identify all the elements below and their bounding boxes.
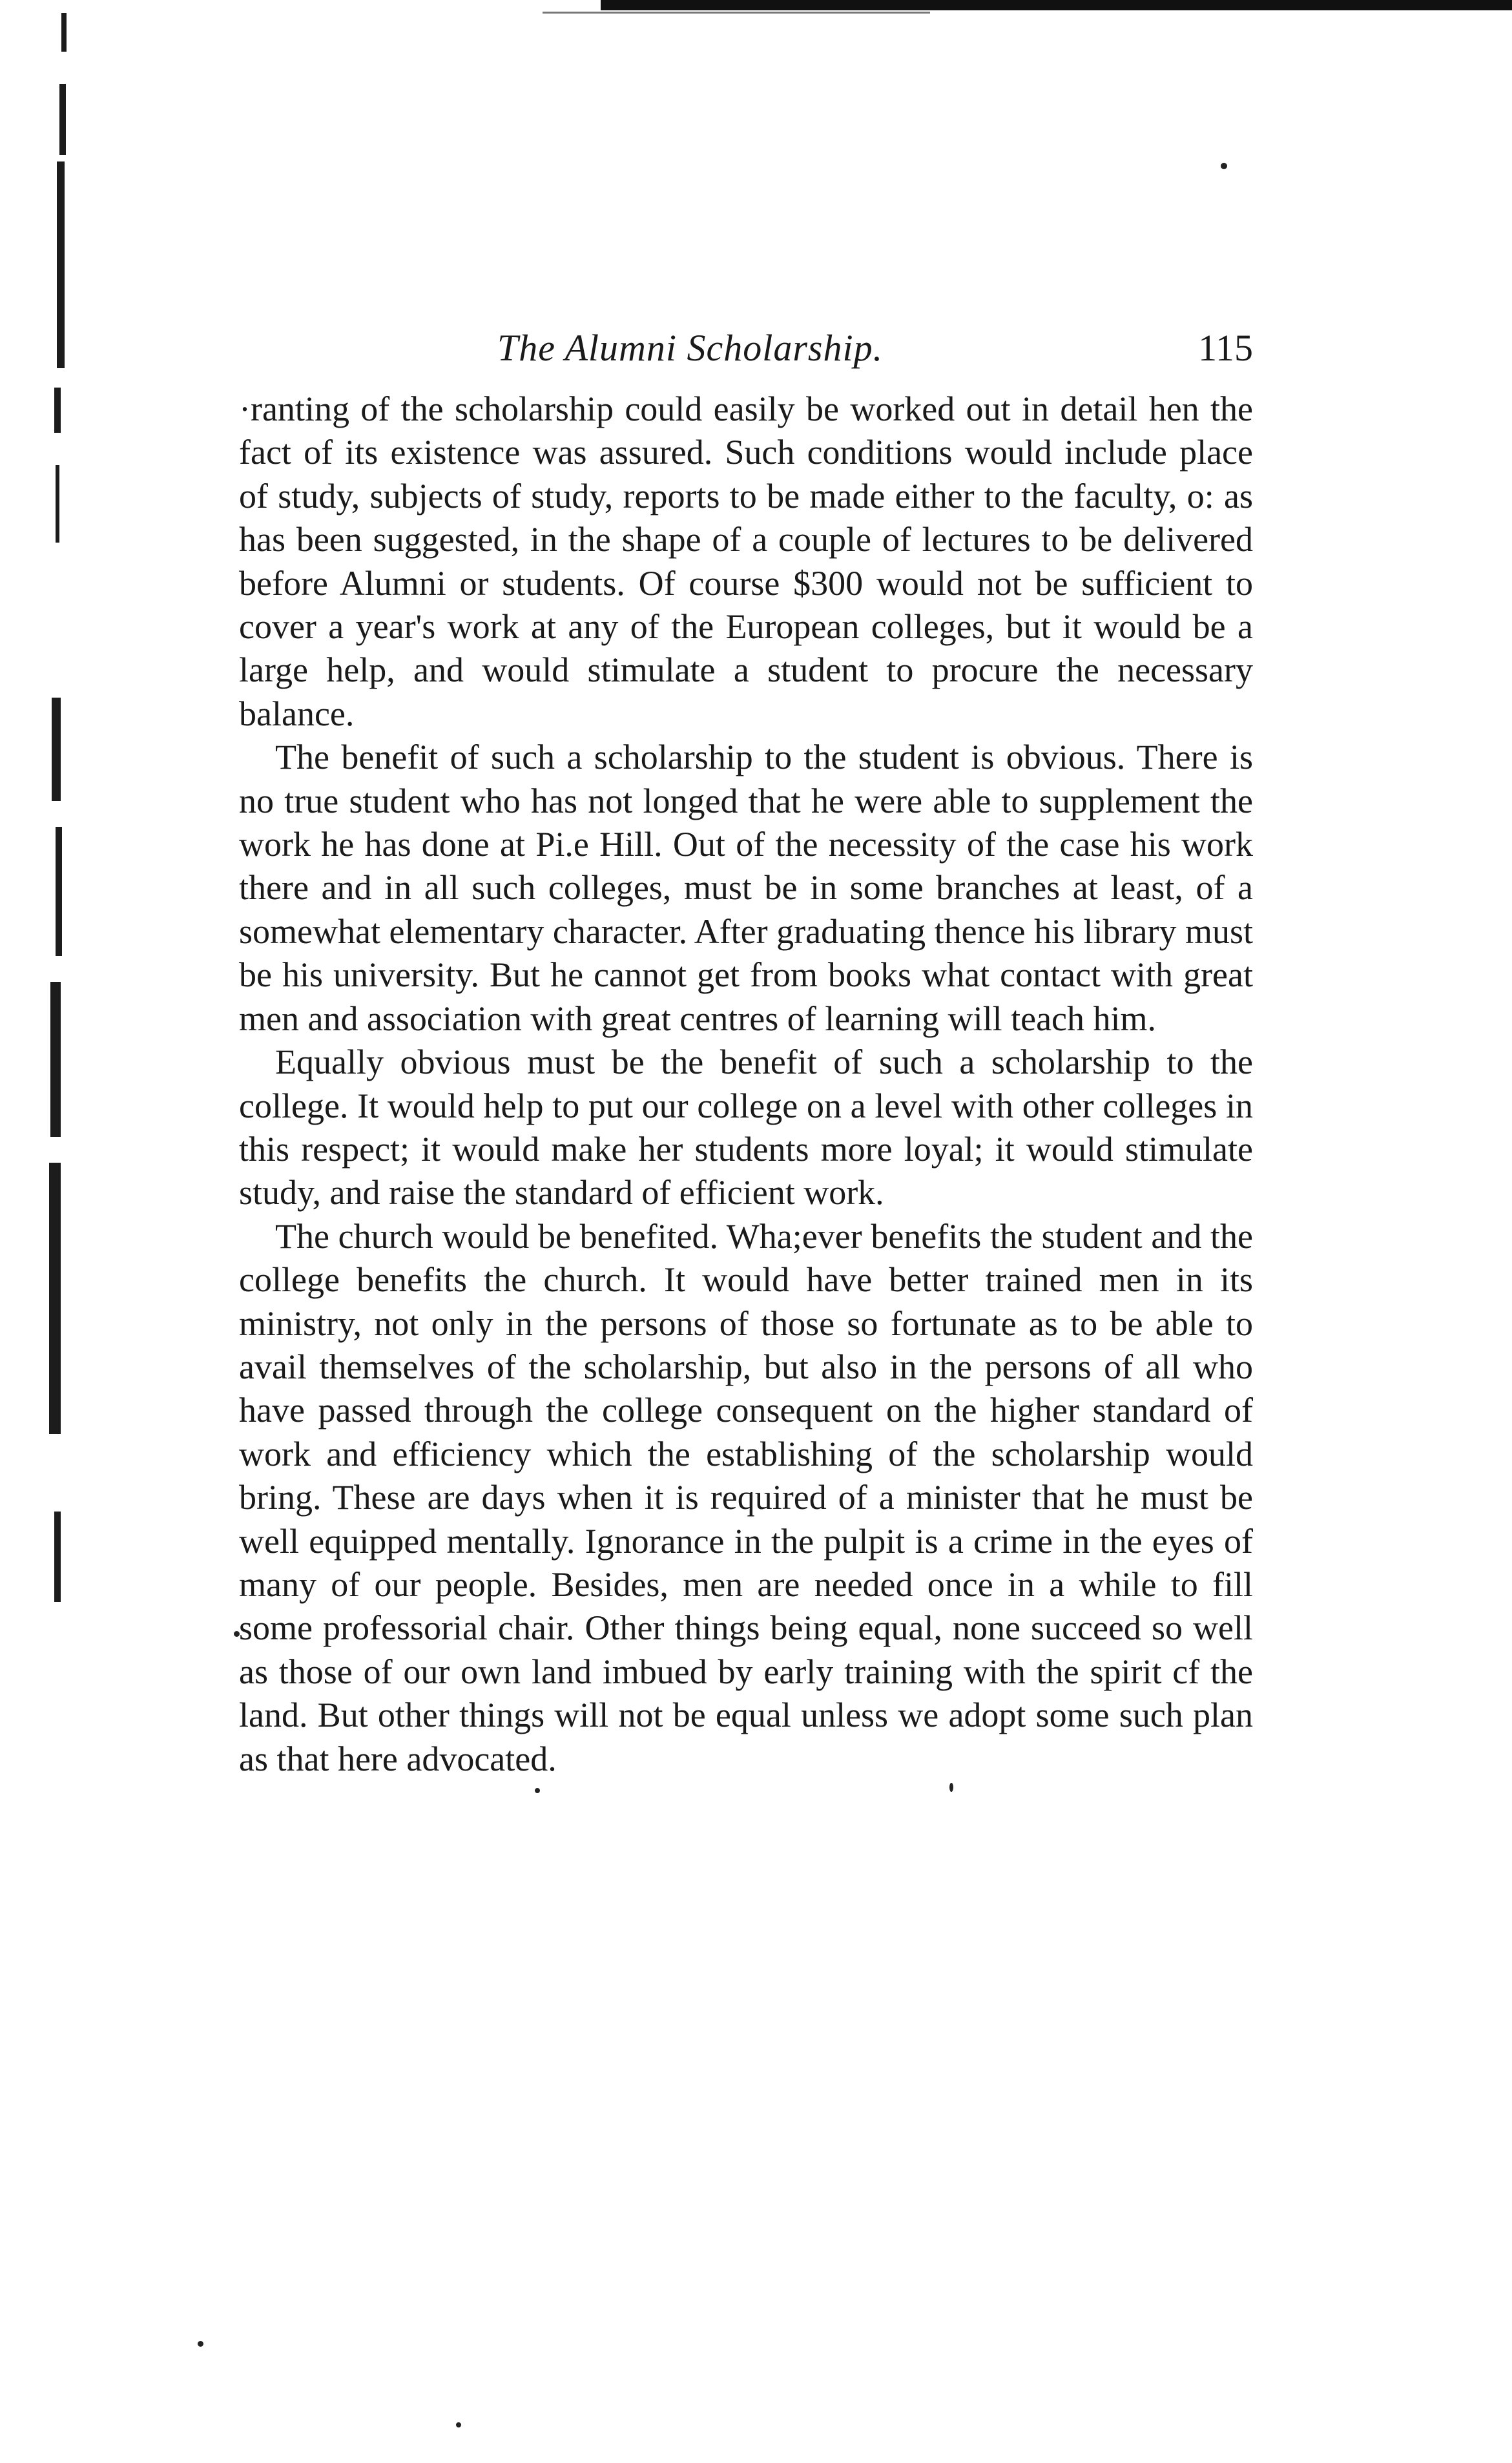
scan-edge-top: [601, 0, 1512, 10]
scan-speck: [456, 2422, 461, 2427]
body-text: [239, 388, 1253, 1781]
paragraph: Equally obvious must be the benefit of such a scholarship to the college. It would help to put our college on a level with other colleges in this respect; it would make her students more loyal; it would stimulate study, and raise the standard of efficient work.: [239, 1043, 1253, 1212]
scan-speck: [1221, 163, 1227, 169]
scan-edge-line: [543, 12, 930, 14]
paragraph: ·ranting of the scholarship could easily be worked out in detail hen the fact of its existence was assured. Such conditions would include place of study, subjects of study, reports to be made either to the faculty, o: as has been suggested, in the shape of a couple of lectures to be delivered before Alumni or students. Of course $300 would not be sufficient to cover a year's work at any of the European colleges, but it would be a large help, and would stimulate a student to procure the necessary balance.: [239, 390, 1253, 733]
page-header: [239, 326, 1253, 378]
paragraph: The church would be benefited. Wha;ever benefits the student and the college benefits the church. It would have better trained men in its ministry, not only in the persons of those so fortunate as to be able to avail themselves of the scholarship, but also in the persons of all who have passed through the college consequent on the higher standard of work and efficiency which the establishing of the scholarship would bring. These are days when it is required of a minister that he must be well equipped mentally. Ignorance in the pulpit is a crime in the eyes of many of our people. Besides, men are needed once in a while to fill some professorial chair. Other things being equal, none succeed so well as those of our own land imbued by early training with the spirit cf the land. But other things will not be equal unless we adopt some such plan as that here advocated.: [239, 1216, 1253, 1778]
scan-speck: [949, 1783, 953, 1792]
running-title: The Alumni Scholarship.: [497, 327, 884, 369]
page-number: 115: [1198, 327, 1253, 369]
scan-speck: [198, 2341, 203, 2347]
scan-speck: [535, 1788, 540, 1793]
binding-edge-shadow: [0, 0, 71, 2463]
paragraph: The benefit of such a scholarship to the student is obvious. There is no true student who has not longed that he were able to supplement the work he has done at Pi.e Hill. Out of the necessity of the case his work there and in all such colleges, must be in some branches at least, of a somewhat elementary character. After graduating thence his library must be his university. But he cannot get from books what contact with great men and association with great centres of learning will teach him.: [239, 738, 1253, 1038]
